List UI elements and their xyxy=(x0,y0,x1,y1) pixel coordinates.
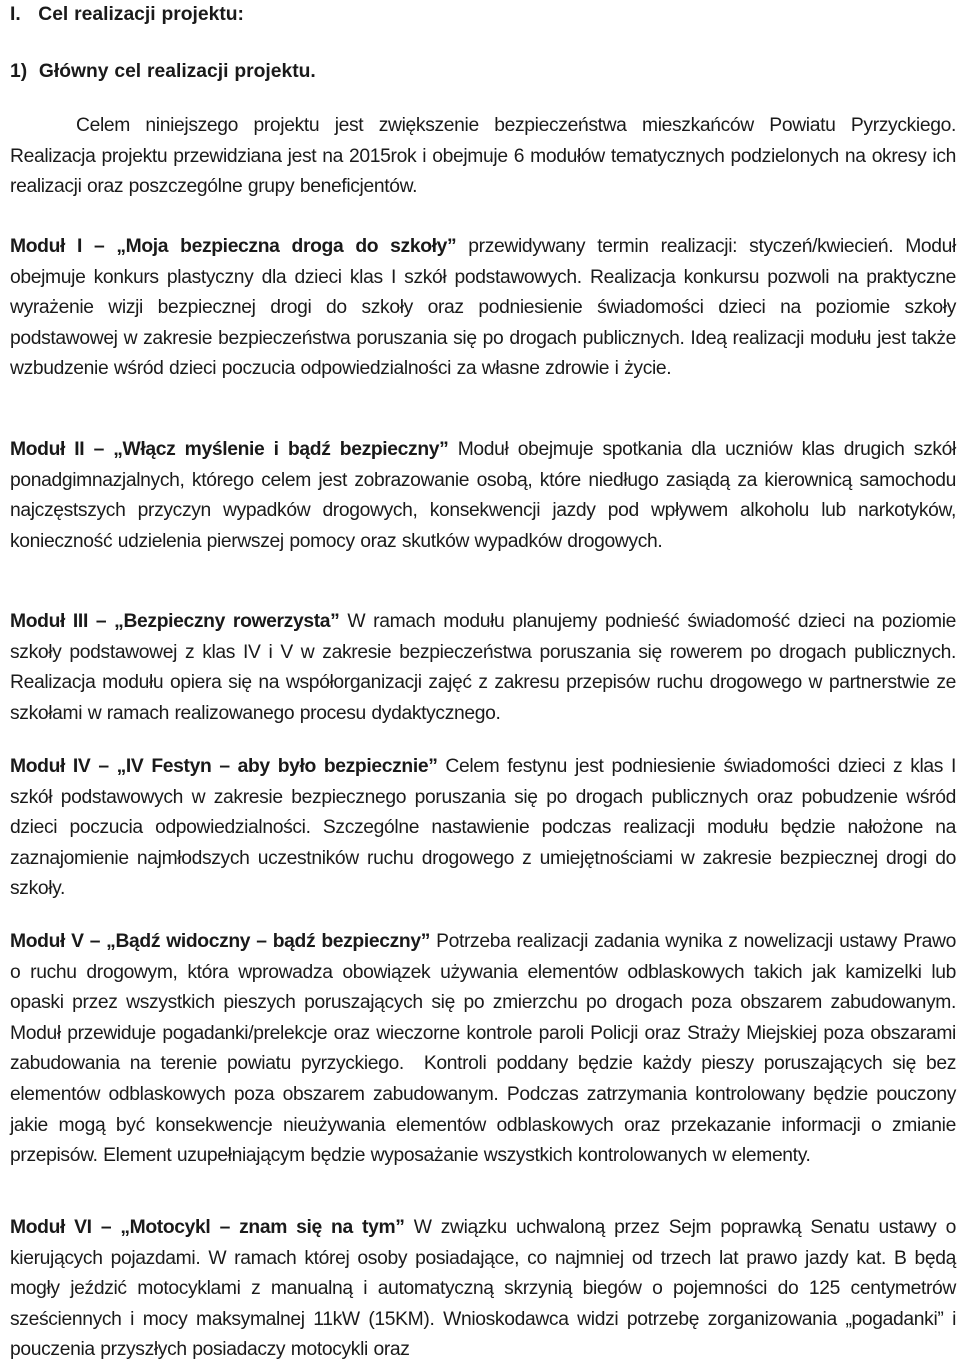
module-3-heading: Moduł III – „Bezpieczny rowerzysta” xyxy=(10,611,340,632)
module-2-paragraph xyxy=(10,435,956,557)
module-2-heading: Moduł II – „Włącz myślenie i bądź bezpieczny” xyxy=(10,439,449,460)
module-2-text: Moduł obejmuje spotkania dla uczniów klas drugich szkół ponadgimnazjalnych, którego celem jest zobrazowanie osobą, które niedługo zasiądą za kierownicą samochodu najczęstszych przyczyn wypadków drogowych, konsekwencji jazdy pod wpływem alkoholu lub narkotyków, konieczność udzielenia pierwszej pomocy oraz skutków wypadków drogowych. xyxy=(10,439,956,552)
module-5-paragraph xyxy=(10,927,956,1172)
module-1-paragraph xyxy=(10,232,956,385)
module-6-text: W związku uchwaloną przez Sejm poprawką Senatu ustawy o kierujących pojazdami. W ramach której osoby posiadające, co najmniej od trzech lat prawo jazdy kat. B będą mogły jeździć motocyklami z manualną i automatyczną skrzynią biegów o pojemności do 125 centymetrów sześciennych i mocy maksymalnej 11kW (15KM). Wnioskodawca widzi potrzebę zorganizowania „pogadanki” i pouczenia przyszłych posiadaczy motocykli oraz xyxy=(10,1217,956,1361)
module-6-paragraph xyxy=(10,1213,956,1366)
module-5-text: Potrzeba realizacji zadania wynika z nowelizacji ustawy Prawo o ruchu drogowym, która wprowadza obowiązek używania elementów odblaskowych takich jak kamizelki lub opaski przez wszystkich pieszych poruszających się po zmierzchu po drogach poza obszarem zabudowanym. Moduł przewiduje pogadanki/prelekcje oraz wieczorne kontrole paroli Policji oraz Straży Miejskiej poza obszarami zabudowania na terenie powiatu pyrzyckiego. Kontroli poddany będzie każdy pieszy poruszających się bez elementów odblaskowych poza obszarem zabudowanym. Podczas zatrzymania kontrolowany będzie pouczony jakie mogą być konsekwencje nieużywania elementów odblaskowych oraz przekazanie informacji o zmianie przepisów. Element uzupełniającym będzie wyposażanie wszystkich kontrolowanych w elementy. xyxy=(10,931,956,1167)
module-4-heading: Moduł IV – „IV Festyn – aby było bezpiecznie” xyxy=(10,756,438,777)
module-6-heading: Moduł VI – „Motocykl – znam się na tym” xyxy=(10,1217,405,1238)
intro-paragraph: Celem niniejszego projektu jest zwiększenie bezpieczeństwa mieszkańców Powiatu Pyrzyckiego. Realizacja projektu przewidziana jest na 2015rok i obejmuje 6 modułów tematycznych podzielonych na okresy ich realizacji oraz poszczególne grupy beneficjentów. xyxy=(10,115,956,198)
module-5-heading: Moduł V – „Bądź widoczny – bądź bezpieczny” xyxy=(10,931,430,952)
module-1-text: przewidywany termin realizacji: styczeń/kwiecień. Moduł obejmuje konkurs plastyczny dla dzieci klas I szkół podstawowych. Realizacja konkursu pozwoli na praktyczne wyrażenie wizji bezpiecznej drogi do szkoły oraz podniesienie świadomości dzieci na poziomie szkoły podstawowej w zakresie bezpieczeństwa poruszania się po drogach publicznych. Ideą realizacji modułu jest także wzbudzenie wśród dzieci poczucia odpowiedzialności za własne zdrowie i życie. xyxy=(10,236,956,380)
module-1-heading: Moduł I – „Moja bezpieczna droga do szkoły” xyxy=(10,236,457,257)
module-4-text: Celem festynu jest podniesienie świadomości dzieci z klas I szkół podstawowych w zakresie bezpiecznego poruszania się po drogach publicznych oraz pobudzenie wśród dzieci poczucia odpowiedzialności. Szczególne nastawienie podczas realizacji modułu będzie nałożone na zaznajomienie najmłodszych uczestników ruchu drogowego z umiejętnościami w zakresie bezpiecznej drogi do szkoły. xyxy=(10,756,957,900)
module-4-paragraph xyxy=(10,752,956,905)
module-3-paragraph xyxy=(10,607,956,729)
module-3-text: W ramach modułu planujemy podnieść świadomość dzieci na poziomie szkoły podstawowej z klas IV i V w zakresie bezpieczeństwa poruszania się rowerem po drogach publicznych. Realizacja modułu opiera się na współorganizacji zajęć z zakresu przepisów ruchu drogowego w partnerstwie ze szkołami w ramach realizowanego procesu dydaktycznego. xyxy=(10,611,956,724)
subsection-heading: 1) Główny cel realizacji projektu. xyxy=(10,61,316,82)
section-heading: I. Cel realizacji projektu: xyxy=(10,4,244,25)
